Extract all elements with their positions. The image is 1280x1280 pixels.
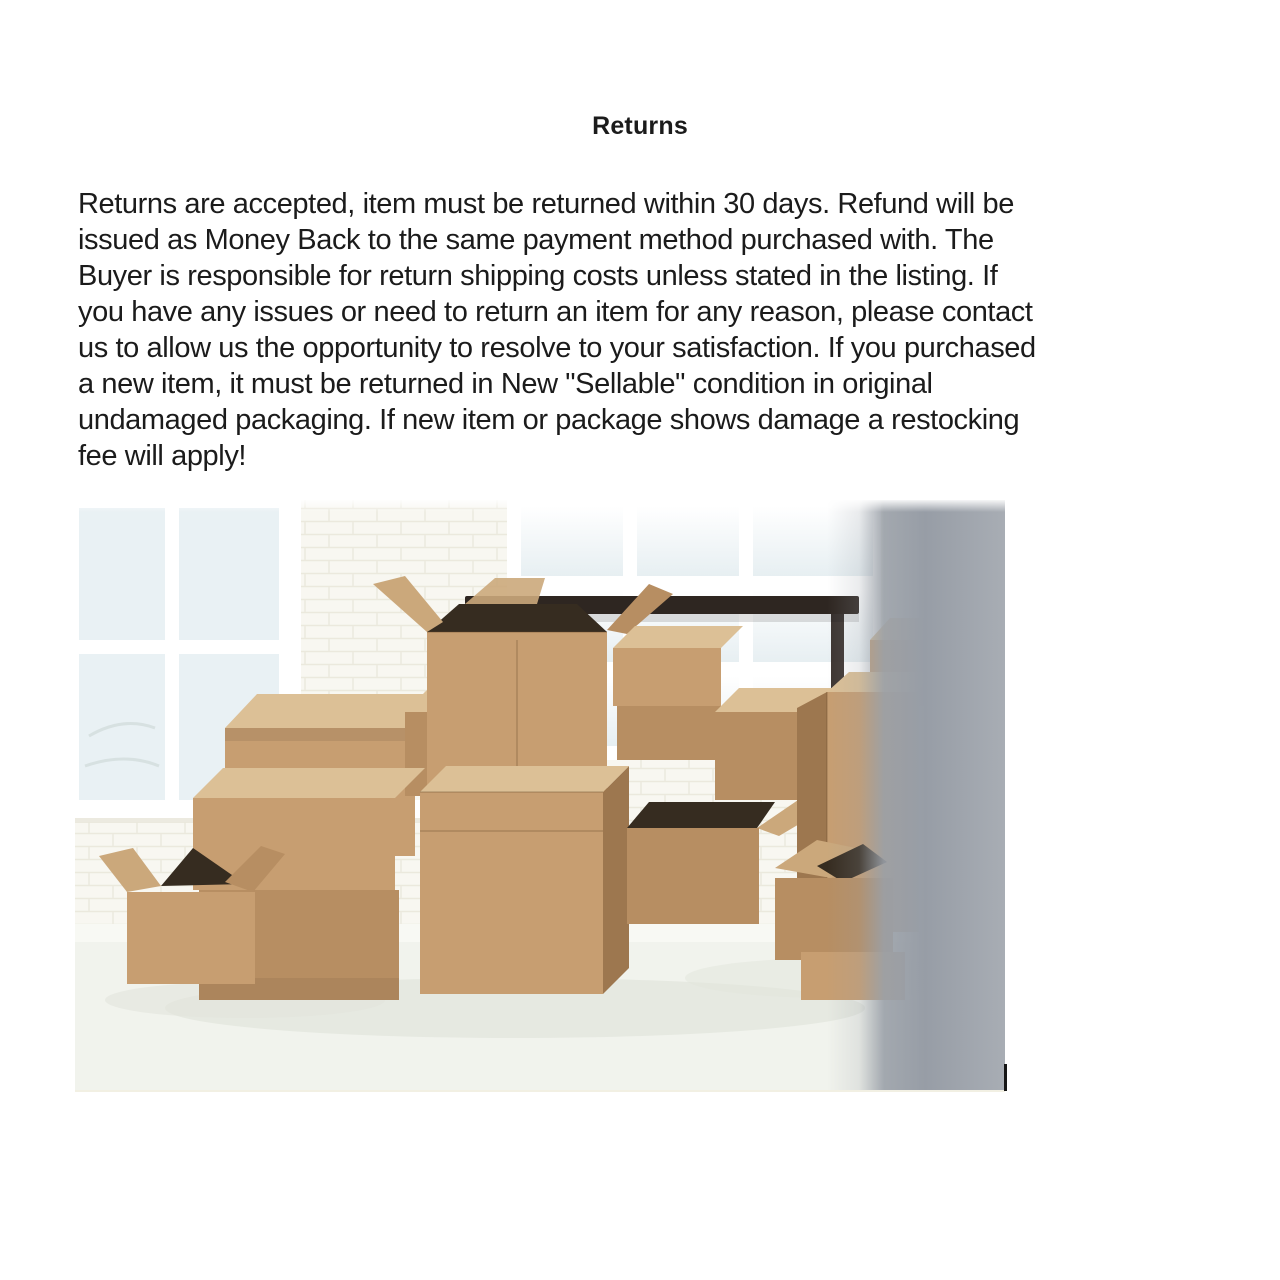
- policy-line: undamaged packaging. If new item or package shows damage a restocking: [78, 404, 1020, 436]
- boxes-photo-illustration: [75, 500, 1005, 1090]
- text-cursor: [1004, 1064, 1007, 1091]
- page-title: Returns: [592, 112, 688, 140]
- policy-line: issued as Money Back to the same payment method purchased with. The: [78, 224, 994, 256]
- policy-line: Buyer is responsible for return shipping costs unless stated in the listing. If: [78, 260, 998, 292]
- top-light-fade: [75, 500, 1005, 512]
- policy-line: you have any issues or need to return an item for any reason, please contact: [78, 296, 1033, 328]
- policy-line: a new item, it must be returned in New "Sellable" condition in original: [78, 368, 933, 400]
- gray-blur-band: [827, 500, 1005, 1090]
- moving-boxes-photo: [75, 500, 1005, 1092]
- policy-line: us to allow us the opportunity to resolve to your satisfaction. If you purchased: [78, 332, 1036, 364]
- returns-policy-text: [78, 186, 1228, 474]
- policy-line: fee will apply!: [78, 440, 247, 472]
- policy-line: Returns are accepted, item must be returned within 30 days. Refund will be: [78, 188, 1014, 220]
